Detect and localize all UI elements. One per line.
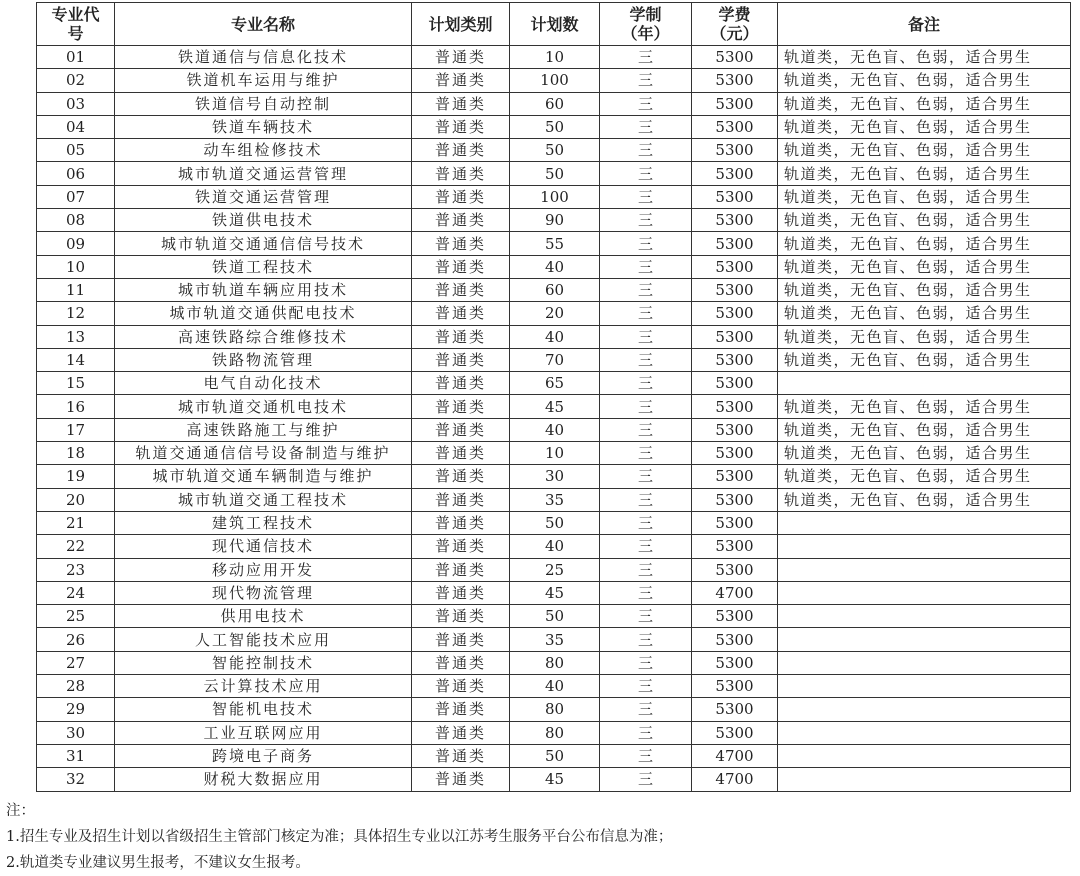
table-header-row: [37, 3, 1071, 46]
cell-note: [778, 558, 1071, 581]
cell-type: 普通类: [412, 651, 510, 674]
cell-years: 三: [600, 418, 692, 441]
cell-name: 电气自动化技术: [115, 372, 412, 395]
cell-count: 20: [510, 302, 600, 325]
cell-type: 普通类: [412, 581, 510, 604]
cell-note: [778, 651, 1071, 674]
cell-name: 人工智能技术应用: [115, 628, 412, 651]
cell-years: 三: [600, 605, 692, 628]
cell-years: 三: [600, 721, 692, 744]
cell-fee: 5300: [692, 69, 778, 92]
cell-code: 24: [37, 581, 115, 604]
cell-years: 三: [600, 209, 692, 232]
cell-code: 18: [37, 442, 115, 465]
cell-code: 25: [37, 605, 115, 628]
cell-code: 01: [37, 46, 115, 69]
cell-count: 80: [510, 651, 600, 674]
cell-type: 普通类: [412, 535, 510, 558]
cell-years: 三: [600, 698, 692, 721]
cell-type: 普通类: [412, 511, 510, 534]
cell-count: 50: [510, 139, 600, 162]
cell-name: 现代物流管理: [115, 581, 412, 604]
cell-note: 轨道类，无色盲、色弱，适合男生: [778, 302, 1071, 325]
cell-count: 40: [510, 418, 600, 441]
cell-count: 80: [510, 721, 600, 744]
cell-type: 普通类: [412, 115, 510, 138]
table-row: [37, 535, 1071, 558]
cell-fee: 5300: [692, 558, 778, 581]
note-item: 2.轨道类专业建议男生报考，不建议女生报考。: [6, 855, 310, 871]
cell-note: [778, 628, 1071, 651]
cell-code: 23: [37, 558, 115, 581]
cell-type: 普通类: [412, 69, 510, 92]
cell-code: 06: [37, 162, 115, 185]
cell-code: 28: [37, 675, 115, 698]
cell-code: 19: [37, 465, 115, 488]
table-row: [37, 581, 1071, 604]
cell-fee: 5300: [692, 115, 778, 138]
cell-type: 普通类: [412, 395, 510, 418]
cell-fee: 4700: [692, 581, 778, 604]
cell-fee: 5300: [692, 139, 778, 162]
notes-title: 注：: [6, 803, 35, 819]
cell-years: 三: [600, 558, 692, 581]
cell-code: 15: [37, 372, 115, 395]
cell-note: 轨道类，无色盲、色弱，适合男生: [778, 69, 1071, 92]
cell-count: 55: [510, 232, 600, 255]
cell-years: 三: [600, 535, 692, 558]
cell-name: 铁道供电技术: [115, 209, 412, 232]
header-fee: 学费 （元）: [692, 3, 778, 46]
cell-name: 移动应用开发: [115, 558, 412, 581]
cell-code: 27: [37, 651, 115, 674]
cell-years: 三: [600, 675, 692, 698]
cell-years: 三: [600, 139, 692, 162]
cell-fee: 5300: [692, 698, 778, 721]
table-row: [37, 721, 1071, 744]
table-row: [37, 488, 1071, 511]
cell-type: 普通类: [412, 721, 510, 744]
cell-fee: 5300: [692, 511, 778, 534]
cell-years: 三: [600, 232, 692, 255]
header-name: 专业名称: [115, 3, 412, 46]
cell-note: [778, 768, 1071, 791]
cell-code: 14: [37, 348, 115, 371]
cell-count: 50: [510, 115, 600, 138]
cell-fee: 5300: [692, 442, 778, 465]
cell-name: 城市轨道交通供配电技术: [115, 302, 412, 325]
cell-fee: 5300: [692, 628, 778, 651]
cell-fee: 5300: [692, 372, 778, 395]
cell-count: 100: [510, 69, 600, 92]
cell-name: 供用电技术: [115, 605, 412, 628]
cell-note: 轨道类，无色盲、色弱，适合男生: [778, 325, 1071, 348]
cell-name: 城市轨道交通机电技术: [115, 395, 412, 418]
table-row: [37, 675, 1071, 698]
cell-note: [778, 675, 1071, 698]
cell-name: 智能控制技术: [115, 651, 412, 674]
cell-years: 三: [600, 744, 692, 767]
cell-years: 三: [600, 581, 692, 604]
cell-count: 60: [510, 92, 600, 115]
cell-code: 12: [37, 302, 115, 325]
cell-fee: 5300: [692, 395, 778, 418]
cell-note: [778, 721, 1071, 744]
cell-years: 三: [600, 511, 692, 534]
cell-type: 普通类: [412, 675, 510, 698]
cell-count: 50: [510, 162, 600, 185]
cell-type: 普通类: [412, 488, 510, 511]
cell-code: 30: [37, 721, 115, 744]
cell-count: 45: [510, 395, 600, 418]
cell-note: [778, 744, 1071, 767]
cell-type: 普通类: [412, 605, 510, 628]
cell-fee: 5300: [692, 232, 778, 255]
cell-note: 轨道类，无色盲、色弱，适合男生: [778, 232, 1071, 255]
table-row: [37, 418, 1071, 441]
header-years: 学制 （年）: [600, 3, 692, 46]
cell-fee: 5300: [692, 162, 778, 185]
cell-note: 轨道类，无色盲、色弱，适合男生: [778, 395, 1071, 418]
cell-years: 三: [600, 395, 692, 418]
cell-name: 高速铁路综合维修技术: [115, 325, 412, 348]
cell-type: 普通类: [412, 209, 510, 232]
cell-note: 轨道类，无色盲、色弱，适合男生: [778, 46, 1071, 69]
cell-name: 铁道机车运用与维护: [115, 69, 412, 92]
table-row: [37, 651, 1071, 674]
table-row: [37, 628, 1071, 651]
cell-code: 07: [37, 185, 115, 208]
table-row: [37, 768, 1071, 791]
cell-type: 普通类: [412, 255, 510, 278]
cell-count: 90: [510, 209, 600, 232]
cell-name: 云计算技术应用: [115, 675, 412, 698]
cell-type: 普通类: [412, 744, 510, 767]
cell-years: 三: [600, 348, 692, 371]
cell-code: 26: [37, 628, 115, 651]
cell-note: 轨道类，无色盲、色弱，适合男生: [778, 278, 1071, 301]
cell-name: 铁道交通运营管理: [115, 185, 412, 208]
cell-note: 轨道类，无色盲、色弱，适合男生: [778, 465, 1071, 488]
notes-section: [6, 798, 672, 876]
cell-fee: 5300: [692, 465, 778, 488]
cell-fee: 5300: [692, 675, 778, 698]
cell-note: 轨道类，无色盲、色弱，适合男生: [778, 442, 1071, 465]
cell-years: 三: [600, 372, 692, 395]
cell-type: 普通类: [412, 418, 510, 441]
cell-name: 动车组检修技术: [115, 139, 412, 162]
table-row: [37, 395, 1071, 418]
cell-name: 铁道工程技术: [115, 255, 412, 278]
cell-count: 50: [510, 605, 600, 628]
cell-fee: 5300: [692, 278, 778, 301]
cell-fee: 5300: [692, 255, 778, 278]
cell-fee: 4700: [692, 768, 778, 791]
cell-type: 普通类: [412, 325, 510, 348]
cell-name: 工业互联网应用: [115, 721, 412, 744]
cell-fee: 5300: [692, 348, 778, 371]
cell-years: 三: [600, 488, 692, 511]
cell-fee: 5300: [692, 418, 778, 441]
table-row: [37, 162, 1071, 185]
cell-type: 普通类: [412, 348, 510, 371]
cell-type: 普通类: [412, 139, 510, 162]
table-row: [37, 302, 1071, 325]
note-item: 1.招生专业及招生计划以省级招生主管部门核定为准；具体招生专业以江苏考生服务平台公布信息为准；: [6, 829, 673, 845]
table-row: [37, 372, 1071, 395]
cell-name: 智能机电技术: [115, 698, 412, 721]
cell-fee: 4700: [692, 744, 778, 767]
cell-fee: 5300: [692, 605, 778, 628]
cell-type: 普通类: [412, 372, 510, 395]
cell-type: 普通类: [412, 232, 510, 255]
cell-count: 35: [510, 628, 600, 651]
cell-note: 轨道类，无色盲、色弱，适合男生: [778, 209, 1071, 232]
cell-code: 11: [37, 278, 115, 301]
cell-count: 40: [510, 255, 600, 278]
cell-years: 三: [600, 651, 692, 674]
cell-note: 轨道类，无色盲、色弱，适合男生: [778, 162, 1071, 185]
cell-note: 轨道类，无色盲、色弱，适合男生: [778, 488, 1071, 511]
cell-fee: 5300: [692, 302, 778, 325]
cell-years: 三: [600, 46, 692, 69]
cell-count: 60: [510, 278, 600, 301]
cell-name: 城市轨道交通工程技术: [115, 488, 412, 511]
cell-type: 普通类: [412, 46, 510, 69]
table-row: [37, 209, 1071, 232]
cell-name: 城市轨道交通运营管理: [115, 162, 412, 185]
cell-note: [778, 535, 1071, 558]
table-row: [37, 115, 1071, 138]
cell-name: 高速铁路施工与维护: [115, 418, 412, 441]
cell-type: 普通类: [412, 162, 510, 185]
cell-note: 轨道类，无色盲、色弱，适合男生: [778, 139, 1071, 162]
header-code: 专业代 号: [37, 3, 115, 46]
cell-name: 铁道信号自动控制: [115, 92, 412, 115]
cell-code: 29: [37, 698, 115, 721]
cell-name: 城市轨道车辆应用技术: [115, 278, 412, 301]
table-row: [37, 69, 1071, 92]
cell-note: 轨道类，无色盲、色弱，适合男生: [778, 348, 1071, 371]
cell-type: 普通类: [412, 558, 510, 581]
cell-count: 40: [510, 675, 600, 698]
cell-fee: 5300: [692, 721, 778, 744]
cell-years: 三: [600, 442, 692, 465]
cell-count: 45: [510, 581, 600, 604]
cell-type: 普通类: [412, 185, 510, 208]
cell-fee: 5300: [692, 488, 778, 511]
cell-note: [778, 372, 1071, 395]
table-row: [37, 744, 1071, 767]
cell-code: 17: [37, 418, 115, 441]
cell-note: 轨道类，无色盲、色弱，适合男生: [778, 92, 1071, 115]
cell-code: 04: [37, 115, 115, 138]
cell-type: 普通类: [412, 442, 510, 465]
header-count: 计划数: [510, 3, 600, 46]
table-row: [37, 558, 1071, 581]
table-row: [37, 255, 1071, 278]
cell-count: 30: [510, 465, 600, 488]
cell-count: 40: [510, 535, 600, 558]
table-row: [37, 185, 1071, 208]
cell-count: 50: [510, 511, 600, 534]
cell-years: 三: [600, 302, 692, 325]
table-row: [37, 232, 1071, 255]
cell-fee: 5300: [692, 535, 778, 558]
cell-years: 三: [600, 185, 692, 208]
cell-code: 08: [37, 209, 115, 232]
cell-note: 轨道类，无色盲、色弱，适合男生: [778, 418, 1071, 441]
cell-note: [778, 605, 1071, 628]
cell-years: 三: [600, 162, 692, 185]
cell-years: 三: [600, 255, 692, 278]
cell-note: [778, 698, 1071, 721]
cell-name: 城市轨道交通车辆制造与维护: [115, 465, 412, 488]
cell-type: 普通类: [412, 628, 510, 651]
table-row: [37, 605, 1071, 628]
cell-fee: 5300: [692, 325, 778, 348]
table-row: [37, 348, 1071, 371]
cell-name: 轨道交通通信信号设备制造与维护: [115, 442, 412, 465]
cell-code: 13: [37, 325, 115, 348]
cell-type: 普通类: [412, 278, 510, 301]
enrollment-plan-table: [36, 2, 1071, 792]
cell-name: 铁路物流管理: [115, 348, 412, 371]
cell-years: 三: [600, 325, 692, 348]
cell-name: 铁道车辆技术: [115, 115, 412, 138]
cell-name: 现代通信技术: [115, 535, 412, 558]
cell-code: 09: [37, 232, 115, 255]
cell-type: 普通类: [412, 465, 510, 488]
cell-years: 三: [600, 69, 692, 92]
cell-code: 10: [37, 255, 115, 278]
cell-code: 03: [37, 92, 115, 115]
table-row: [37, 698, 1071, 721]
cell-count: 45: [510, 768, 600, 791]
table-row: [37, 92, 1071, 115]
cell-years: 三: [600, 465, 692, 488]
cell-type: 普通类: [412, 698, 510, 721]
cell-type: 普通类: [412, 92, 510, 115]
cell-type: 普通类: [412, 768, 510, 791]
cell-name: 跨境电子商务: [115, 744, 412, 767]
header-note: 备注: [778, 3, 1071, 46]
cell-code: 20: [37, 488, 115, 511]
cell-fee: 5300: [692, 185, 778, 208]
cell-note: [778, 511, 1071, 534]
cell-name: 建筑工程技术: [115, 511, 412, 534]
table-row: [37, 442, 1071, 465]
cell-code: 21: [37, 511, 115, 534]
cell-fee: 5300: [692, 92, 778, 115]
table-row: [37, 511, 1071, 534]
cell-count: 25: [510, 558, 600, 581]
cell-count: 35: [510, 488, 600, 511]
cell-count: 10: [510, 442, 600, 465]
cell-years: 三: [600, 115, 692, 138]
cell-count: 80: [510, 698, 600, 721]
cell-name: 财税大数据应用: [115, 768, 412, 791]
cell-years: 三: [600, 92, 692, 115]
cell-code: 22: [37, 535, 115, 558]
table-row: [37, 139, 1071, 162]
table-row: [37, 278, 1071, 301]
cell-count: 100: [510, 185, 600, 208]
cell-note: 轨道类，无色盲、色弱，适合男生: [778, 255, 1071, 278]
header-type: 计划类别: [412, 3, 510, 46]
cell-note: [778, 581, 1071, 604]
cell-count: 40: [510, 325, 600, 348]
table-row: [37, 465, 1071, 488]
cell-code: 16: [37, 395, 115, 418]
cell-type: 普通类: [412, 302, 510, 325]
cell-code: 05: [37, 139, 115, 162]
cell-years: 三: [600, 278, 692, 301]
cell-name: 铁道通信与信息化技术: [115, 46, 412, 69]
cell-code: 31: [37, 744, 115, 767]
cell-years: 三: [600, 768, 692, 791]
table-row: [37, 325, 1071, 348]
cell-fee: 5300: [692, 46, 778, 69]
cell-note: 轨道类，无色盲、色弱，适合男生: [778, 115, 1071, 138]
cell-name: 城市轨道交通通信信号技术: [115, 232, 412, 255]
cell-note: 轨道类，无色盲、色弱，适合男生: [778, 185, 1071, 208]
cell-fee: 5300: [692, 209, 778, 232]
cell-count: 65: [510, 372, 600, 395]
cell-fee: 5300: [692, 651, 778, 674]
cell-code: 02: [37, 69, 115, 92]
cell-count: 50: [510, 744, 600, 767]
cell-code: 32: [37, 768, 115, 791]
cell-count: 70: [510, 348, 600, 371]
cell-count: 10: [510, 46, 600, 69]
table-row: [37, 46, 1071, 69]
cell-years: 三: [600, 628, 692, 651]
